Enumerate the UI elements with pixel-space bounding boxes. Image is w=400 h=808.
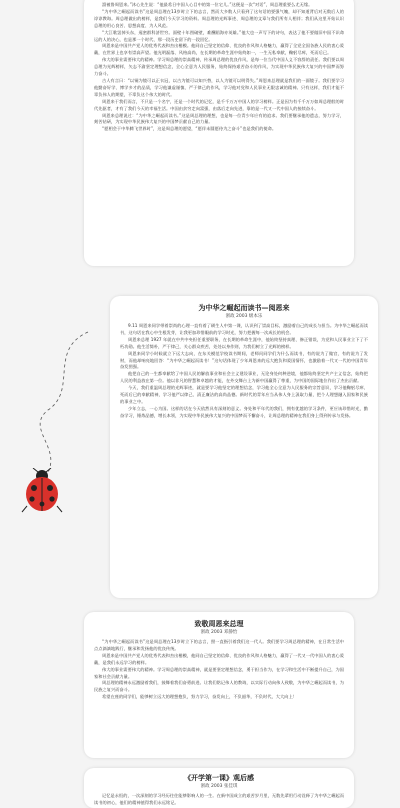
paragraph: “为中华之崛起而读书”这是周总理在13岁时立下的志言，照一直指引着我们这一代人。我们要学习周总理的精神，在日常生活中点点滴滴地践行，继承和发扬他的优良传统。 <box>94 639 344 651</box>
paragraph: 周恩来同学小时候就立下远大志向，在东关模范学校读书期间，老师问同学们为什么而读书，有的说为了做官，有的说为了发财，而他却响亮地回答：“为中华之崛起而读书！”这句话体现了少年周恩来的远大抱负和爱国情怀，也激励着一代又一代的中国青年奋发图强。 <box>120 350 368 370</box>
article-body <box>94 2 344 133</box>
paragraph: 周总理的精神永远激励着我们，鼓舞着我们奋勇前进。让我们铭记伟人的教诲，以实际行动向伟人致敬，为中华之崛起而读书，为民族之复兴而奋斗。 <box>94 680 344 693</box>
paragraph: 今天，我们重温周总理的光辉事迹，就是要学习他坚定的理想信念，学习他全心全意为人民服务的宗旨意识，学习他鞠躬尽瘁、死而后已的奉献精神，学习他严以律己、清正廉洁的高尚品德。新时代的青年应当从伟人身上汲取力量，把个人理想融入国家和民族的事业之中。 <box>120 385 368 404</box>
paragraph: 9.11 周恩来同学带着崇尚的心理一直有着了刷生人中第一课，认识到了崇高目标，激励着自己的成长与担当。为中华之崛起而读书，这句话在我心中生根发芽，让我更加珍惜眼前的学习时光，努力把握每一次成长的机会。 <box>120 323 368 335</box>
article-author: 浙政 2003 级本乐 <box>225 314 263 319</box>
article-card-1 <box>84 0 354 266</box>
paragraph: 少年立志，一心为国。这样的话在今天依然具有深刻的意义。身处和平年代的我们，拥有优越的学习条件，更应该珍惜时光，勤奋学习，锤炼品德，增长本领，为实现中华民族伟大复兴的中国梦而不懈奋斗，让周总理的精神在我们身上得到传承与发扬。 <box>120 405 368 418</box>
paragraph: 记忆是永恒的，一次深刻的学习经历往往能够影响人的一生。在新中国成立的艰苦岁月里，无数先辈用行动诠释了为中华之崛起而读书的初心，他们的精神值得我们永远铭记。 <box>94 793 344 805</box>
article-author: 浙政 2003 张佳琪 <box>200 784 238 789</box>
article-card-4 <box>84 768 354 808</box>
paragraph: “愿相会于中华腾飞世界时”，这是周总理的愿望，“愿伴未圆愿待为之奋斗”也是我们的使命。 <box>102 126 277 132</box>
paragraph: 伟大的事业需要伟大的精神。学习周总理的崇高精神，就是要坚定理想信念，勇于担当作为，在学习和生活中不断提升自己，为国家和社会贡献力量。 <box>94 666 344 679</box>
article-title: 《开学第一课》观后感 <box>184 774 254 782</box>
paragraph: 古人有言曰：“以铜为镜可以正衣冠，以古为镜可以知兴替，以人为镜可以明得失。”周恩来总理就是我们的一面镜子。我们要学习他勤奋好学、博学多才的品质，学习他谦虚谨慎、严于律己的作风，学习他对党和人民事业无限忠诚的精神。只有这样，我们才能不辜负伟人的期望，不辜负这个伟大的时代。 <box>94 77 344 97</box>
paragraph: 周恩来总理 1927 年就在中共中央担任重要职务，在长期的革命生涯中，他始终坚持真理、修正错误，为党和人民事业立下了不朽功勋。他生活简朴，严于律己，关心群众疾苦，处处以身作则，为我们树立了光辉的榜样。 <box>120 336 368 349</box>
article-card-2 <box>110 296 378 598</box>
article-body <box>94 793 344 807</box>
paragraph: “大江歌罢掉头东，邃密群科济世穷。面壁十年图破壁，难酬蹈海亦英雄。”他大也一声写下的诗句，表达了他不要做旧中国不识命运的人的决心，也是那一个时代、那一段历史留下的一段回忆。 <box>94 29 344 42</box>
article-title: 致敬周恩来总理 <box>194 620 244 628</box>
paragraph: 他把自己的一生都奉献给了中国人民的解放事业和社会主义建设事业，无论身处何种逆境，他都始终坚定共产主义信念，始终把人民的利益放在第一位。他以非凡的智慧和卓越的才能，在外交舞台上为新中国赢得了尊重，为中国的国际地位作出了杰出贡献。 <box>120 371 368 384</box>
article-title: 为中华之崛起而读书—阅恩来 <box>198 304 290 312</box>
paragraph: 周恩来是中国共产党人的优秀代表和杰出楷模，他同自己坚定的信仰、优良的作风和人格魅力，赢得了一代又一代中国人的衷心爱戴，是我们永远学习的榜样。 <box>94 652 344 665</box>
article-author: 浙政 2003 邓静怡 <box>200 630 238 635</box>
article-body <box>94 639 344 701</box>
article-body <box>120 323 368 420</box>
paragraph: “为中华之崛起而读书”这是周总理在13岁时立下的志言，然而大多数人只看到了这句话的要强气魄，却不知道背后对无数后人的谆谆教诲。周总理做出的榜样，是我们今天学习的资料。周总理的光辉事迹、周总理的文章与我们所有人相伴；我们从这里开始认识总理的用心良苦、思想高度、为人风范。 <box>94 8 344 28</box>
paragraph: 希望在座的同学们，能够树立远大的理想抱负，努力学习，奋发向上，不负韶华，不负时代，大大向上！ <box>102 694 297 700</box>
article-card-3 <box>84 612 354 758</box>
paragraph: 周恩来总理说过：“为中华之崛起而读书。”这是周总理的理想，也是每一位青少年应有的追求。我们要继承他的遗志，努力学习，刻苦钻研，为实现中华民族伟大复兴的中国梦贡献自己的力量。 <box>94 112 344 125</box>
dashed-flight-path <box>28 330 98 490</box>
paragraph: 周恩来是中国共产党人的优秀代表和杰出楷模。他同自己坚定的信仰、优良的作风和人格魅力，赢得了全党全国各族人民的衷心爱戴，在世界上也享有崇高声望。他光明磊落、风格高尚，在长期的革命生涯中始终如一，一生无私奉献，鞠躬尽瘁，死而后已。 <box>94 43 344 56</box>
paragraph: 周恩来于我们而言，不只是一个名字，还是一个时代的记忆，是千千万万中国人的学习榜样。正是因为有千千万万如周总理般的时代先驱者，才有了我们今天的幸福生活。中国由贫穷走向富强，由落后走向先进，靠的是一代又一代中国人的接续奋斗。 <box>94 98 344 111</box>
paragraph: 溜被鲁周恩来。”沐心先生说：“他最希日中国人心目中的第一位宅儿。”这便是一次“对话”，周总理重要么尤无缘。 <box>102 2 313 7</box>
paragraph: 伟大的事业需要伟大的精神。学习周总理的崇高精神，传承周总理的优良作风，是每一位当代中国人义不容辞的责任。我们要以周总理为光辉榜样，矢志不渝坚定理想信念，全心全意为人民服务，始终保持艰苦奋斗的作风，为实现中华民族伟大复兴的中国梦而努力奋斗。 <box>94 57 344 77</box>
ladybug-illustration <box>20 468 64 514</box>
